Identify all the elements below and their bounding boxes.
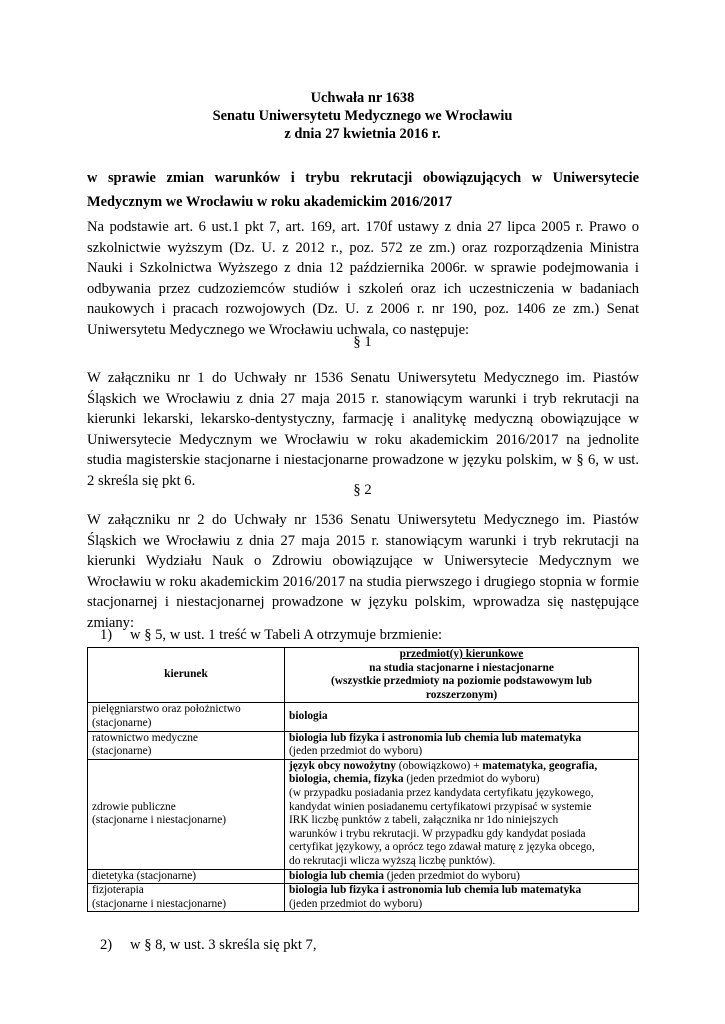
preamble-line: Nauki i Szkolnictwa Wyższego z dnia 12 października 2006r. w sprawie podejmowania i	[87, 260, 639, 277]
subject-required: matematyka, geografia,	[482, 759, 598, 772]
header-line: przedmiot(y) kierunkowe	[399, 648, 524, 660]
subjects-cell	[285, 884, 639, 912]
field-mode: (stacjonarne)	[92, 716, 152, 729]
subject-required: biologia lub fizyka i astronomia lub chemia lub matematyka	[289, 731, 582, 744]
section-2-line: stacjonarnej i niestacjonarnej prowadzone w języku polskim, wprowadza się następujące	[87, 594, 639, 611]
subject-line: w sprawie zmian warunków i trybu rekrutacji obowiązujących w Uniwersytecie	[87, 170, 639, 186]
field-name: ratownictwo medyczne	[92, 731, 198, 744]
field-mode: (stacjonarne i niestacjonarne)	[92, 814, 227, 827]
certificate-note: warunków i trybu rekrutacji. W przypadku gdy kandydat posiada	[289, 827, 586, 840]
subject-note: (obowiązkowo) +	[395, 759, 483, 772]
field-cell	[88, 731, 285, 759]
subject-required: biologia lub chemia	[289, 869, 384, 882]
subjects-cell	[285, 731, 639, 759]
section-2-line: Wrocławiu w roku akademickim 2016/2017 na studia pierwszego i drugiego stopnia w formie	[87, 573, 639, 590]
section-2-line: Śląskich we Wrocławiu z dnia 27 maja 2015 r. stanowiącym warunki i tryb rekrutacji na	[87, 532, 639, 549]
section-1-line: Śląskich we Wrocławiu z dnia 27 maja 2015 r. stanowiącym warunki i tryb rekrutacji na	[87, 390, 639, 407]
subject-note: (jeden przedmiot do wyboru)	[289, 745, 423, 758]
subject-note: (jeden przedmiot do wyboru)	[403, 773, 540, 786]
resolution-number: Uchwała nr 1638	[310, 90, 415, 106]
field-cell	[88, 884, 285, 912]
table-header-row	[88, 648, 639, 703]
column-header-field: kierunek	[88, 648, 285, 703]
preamble-line: szkolnictwie wyższym (Dz. U. z 2012 r., poz. 572 ze zm.) oraz rozporządzenia Ministra	[87, 239, 639, 256]
subject-required: biologia lub fizyka i astronomia lub chemia lub matematyka	[289, 884, 582, 897]
field-mode: (stacjonarne i niestacjonarne)	[92, 897, 227, 910]
resolution-subject	[87, 166, 639, 214]
subjects-cell	[285, 759, 639, 869]
preamble-line: Uniwersytetu Medycznego we Wrocławiu uchwala, co następuje:	[87, 321, 470, 338]
header-line: rozszerzonym)	[425, 688, 498, 701]
list-item-1	[100, 627, 442, 644]
field-cell: dietetyka (stacjonarne)	[88, 869, 285, 884]
list-item-number: 2)	[100, 937, 113, 953]
section-1-line: kierunki lekarski, lekarsko-dentystyczny, farmację i analitykę medyczną obowiązujące w	[87, 411, 639, 428]
section-1-line: studia magisterskie stacjonarne i niestacjonarne prowadzone w języku polskim, w § 6, w ust.	[87, 452, 639, 469]
section-2-line: kierunki Wydziału Nauk o Zdrowiu obowiązujące w Uniwersytecie Medycznym we	[87, 553, 639, 570]
header-line: na studia stacjonarne i niestacjonarne	[369, 661, 554, 674]
section-2-line: W załączniku nr 2 do Uchwały nr 1536 Senatu Uniwersytetu Medycznego im. Piastów	[87, 512, 639, 528]
subject-required: biologia, chemia, fizyka	[289, 773, 404, 786]
resolution-date: z dnia 27 kwietnia 2016 r.	[284, 126, 441, 142]
subject-line: Medycznym we Wrocławiu w roku akademickim 2016/2017	[87, 194, 453, 210]
certificate-note: do rekrutacji wlicza wyższą liczbę punktów).	[289, 854, 496, 867]
subjects-cell	[285, 703, 639, 731]
section-1-line: 2 skreśla się pkt 6.	[87, 472, 196, 489]
section-1-line: Uniwersytecie Medycznym we Wrocławiu w roku akademickim 2016/2017 na jednolite	[87, 431, 639, 448]
certificate-note: certyfikat językowy, a oprócz tego zdawał maturę z języka obcego,	[289, 841, 595, 854]
field-cell	[88, 759, 285, 869]
list-item-number: 1)	[100, 627, 113, 643]
section-2-line: zmiany:	[87, 614, 135, 631]
table-row	[88, 759, 639, 869]
field-name: pielęgniarstwo oraz położnictwo	[92, 703, 241, 716]
subject-required: biologia	[289, 710, 328, 723]
table-row	[88, 703, 639, 731]
table-row	[88, 884, 639, 912]
subject-required: język obcy nowożytny	[289, 759, 396, 772]
subject-note: (jeden przedmiot do wyboru)	[383, 869, 520, 882]
preamble-line: Na podstawie art. 6 ust.1 pkt 7, art. 169, art. 170f ustawy z dnia 27 lipca 2005 r. Prawo o	[87, 219, 639, 235]
column-header-subjects	[285, 648, 639, 703]
list-item-2	[100, 937, 316, 954]
field-name: zdrowie publiczne	[92, 800, 176, 813]
section-2-heading: § 2	[353, 482, 372, 498]
admission-subjects-table	[87, 647, 639, 912]
table-row	[88, 869, 639, 884]
section-1-line: W załączniku nr 1 do Uchwały nr 1536 Senatu Uniwersytetu Medycznego im. Piastów	[87, 370, 639, 386]
section-1-heading: § 1	[353, 334, 372, 350]
certificate-note: (w przypadku posiadania przez kandydata certyfikatu językowego,	[289, 786, 594, 799]
subjects-cell	[285, 869, 639, 884]
certificate-note: kandydat winien posiadanemu certyfikatowi przypisać w systemie	[289, 800, 592, 813]
list-item-text: w § 5, w ust. 1 treść w Tabeli A otrzymuje brzmienie:	[130, 627, 443, 643]
preamble-line: odbywania przez cudzoziemców studiów i szkoleń oraz ich uczestniczenia w badaniach	[87, 280, 639, 297]
section-2-text	[87, 510, 639, 634]
preamble-line: naukowych i pracach rozwojowych (Dz. U. z 2006 r. nr 190, poz. 1406 ze zm.) Senat	[87, 301, 639, 318]
section-1-text	[87, 368, 639, 492]
header-line: (wszystkie przedmioty na poziomie podstawowym lub	[330, 675, 593, 688]
table-row	[88, 731, 639, 759]
preamble	[87, 217, 639, 341]
field-cell	[88, 703, 285, 731]
list-item-text: w § 8, w ust. 3 skreśla się pkt 7,	[130, 937, 317, 953]
field-name: fizjoterapia	[92, 884, 144, 897]
subject-note: (jeden przedmiot do wyboru)	[289, 897, 423, 910]
senate-name: Senatu Uniwersytetu Medycznego we Wrocławiu	[212, 108, 513, 124]
certificate-note: IRK liczbę punktów z tabeli, załącznika nr 1do niniejszych	[289, 814, 559, 827]
field-mode: (stacjonarne)	[92, 745, 152, 758]
